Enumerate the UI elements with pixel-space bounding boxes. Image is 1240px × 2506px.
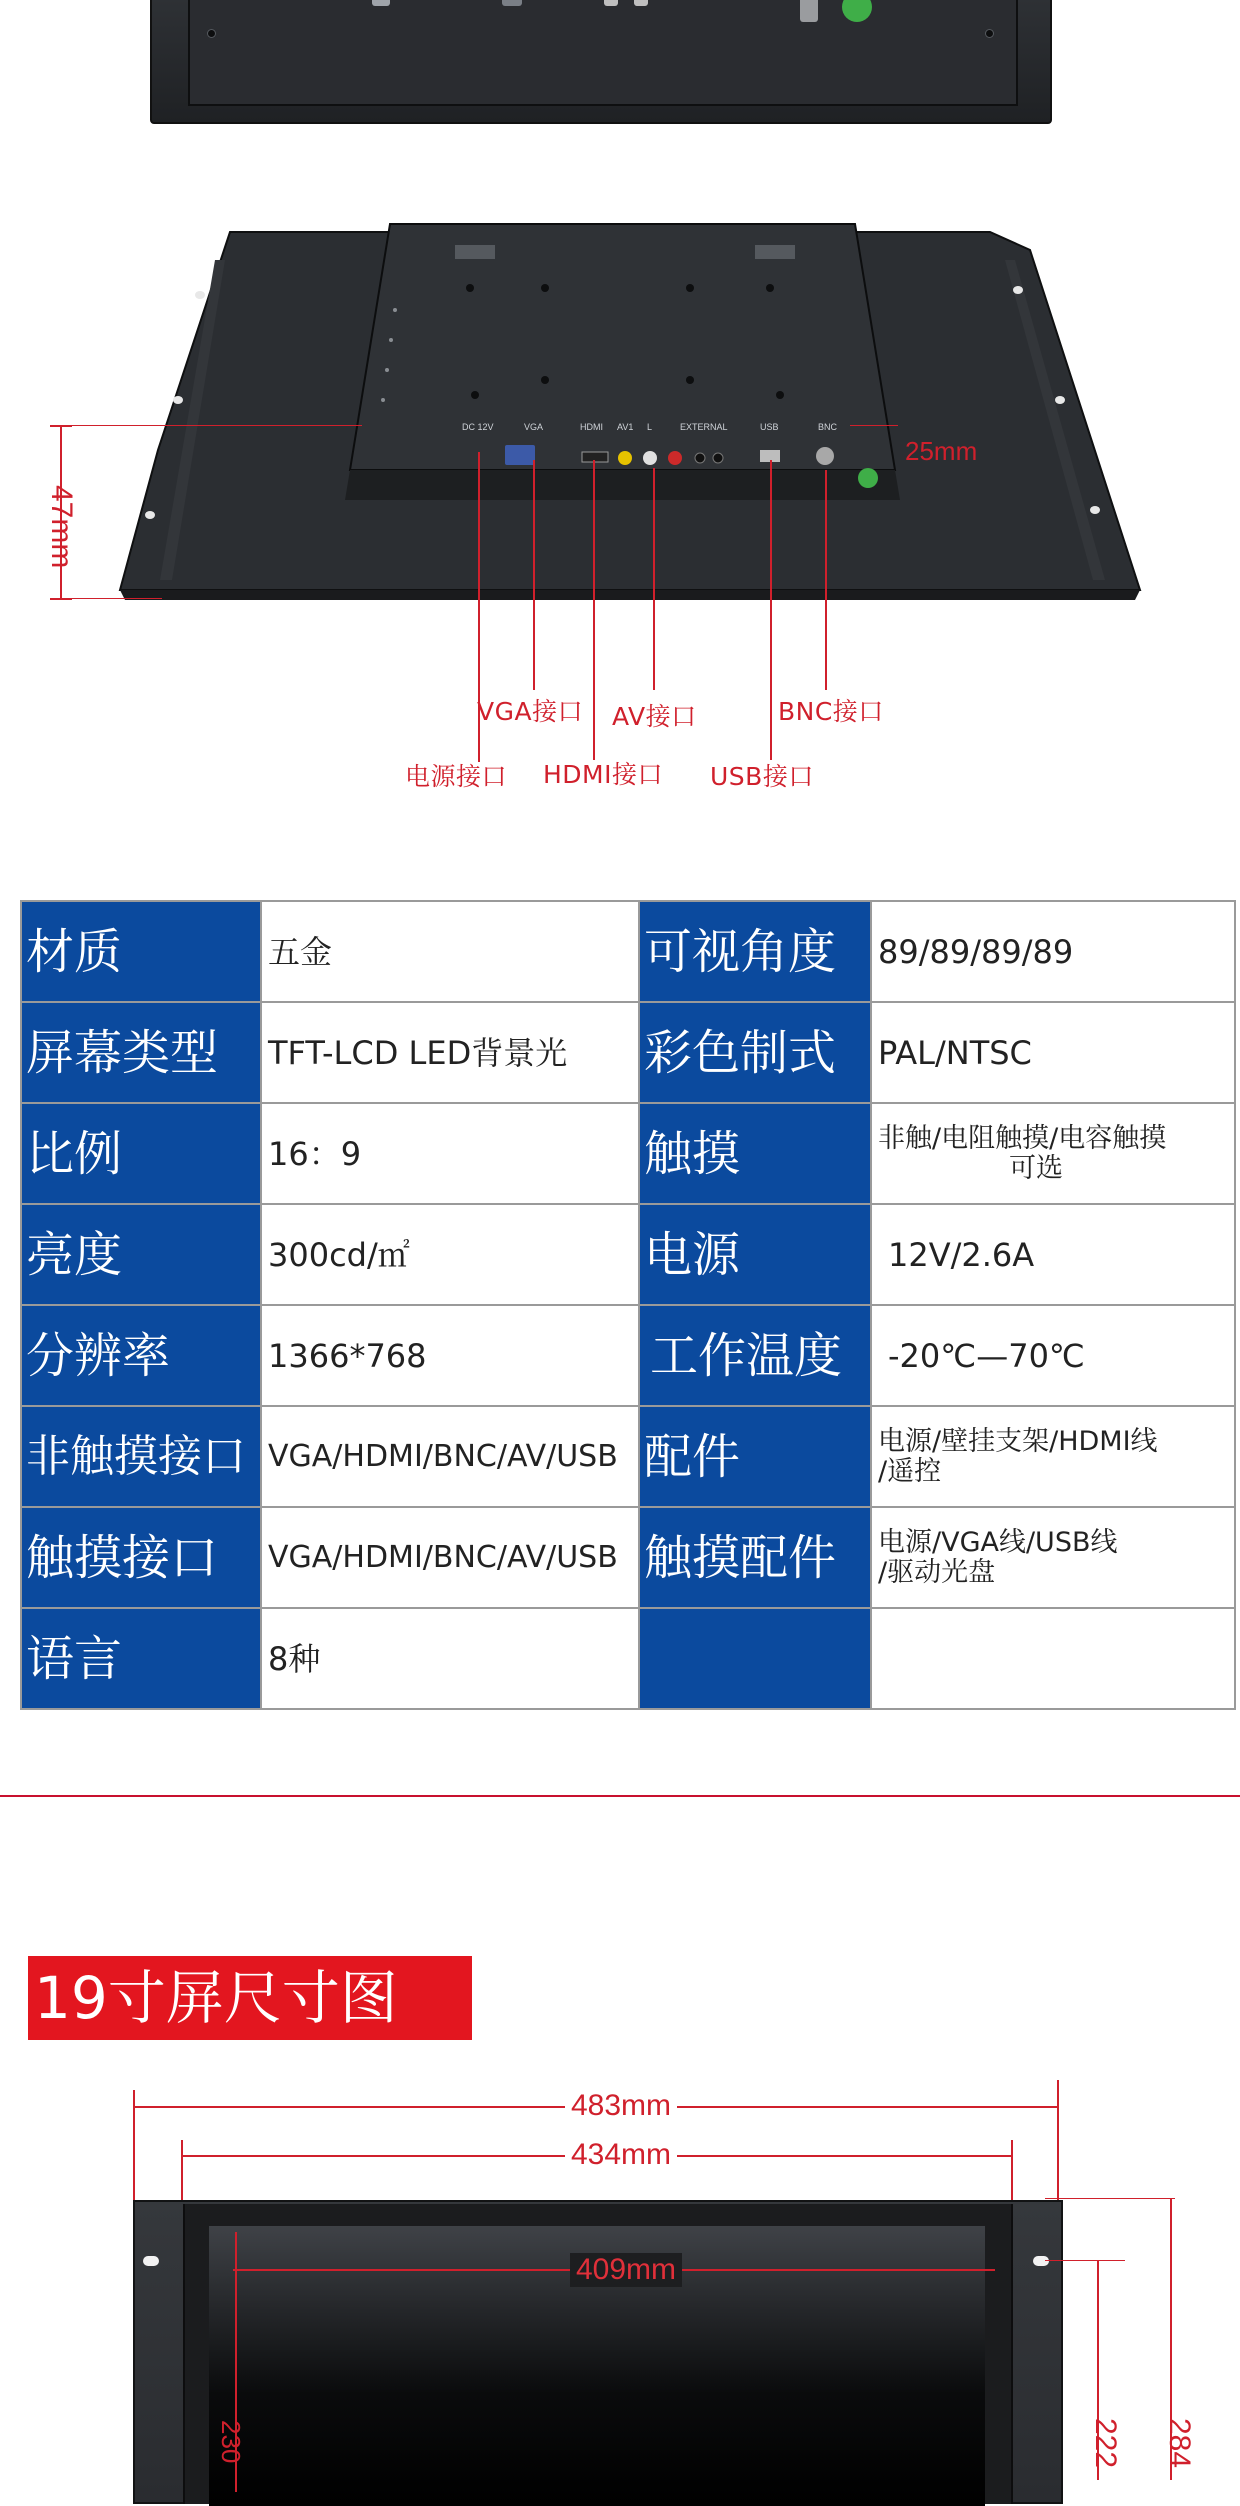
inner-frame	[188, 0, 1018, 106]
port-label: DC 12V	[462, 422, 494, 432]
port-connector	[634, 0, 648, 6]
spec-key: 分辨率	[21, 1305, 261, 1406]
callout-vga: VGA接口	[477, 697, 584, 726]
port-connector	[800, 0, 818, 22]
spec-value: 1366*768	[261, 1305, 639, 1406]
dimension-guide	[850, 425, 898, 426]
dimension-label-222: 222	[1089, 2418, 1122, 2469]
callout-line-vga	[533, 460, 535, 690]
table-row	[21, 1103, 1235, 1204]
callout-usb: USB接口	[710, 762, 814, 791]
dimension-label-483: 483mm	[565, 2089, 677, 2123]
spec-value: VGA/HDMI/BNC/AV/USB	[261, 1507, 639, 1608]
table-row	[21, 1204, 1235, 1305]
port-connector	[502, 0, 522, 6]
spec-value-line: 非触/电阻触摸/电容触摸	[878, 1122, 1167, 1154]
dimension-guide	[62, 598, 162, 599]
spec-value	[871, 1103, 1235, 1204]
dimension-tick	[133, 2090, 135, 2200]
spec-value: -20℃—70℃	[871, 1305, 1235, 1406]
dimension-tick	[1057, 2080, 1059, 2200]
spec-value-line: 电源/壁挂支架/HDMI线	[878, 1425, 1158, 1457]
dimension-guide	[62, 425, 362, 426]
dimension-guide	[1045, 2260, 1125, 2261]
section-divider	[0, 1795, 1240, 1797]
table-row	[21, 1608, 1235, 1709]
spec-value: 五金	[261, 901, 639, 1002]
spec-value: TFT-LCD LED背景光	[261, 1002, 639, 1103]
spec-value: 300cd/㎡	[261, 1204, 639, 1305]
spec-key: 配件	[639, 1406, 871, 1507]
spec-value: 89/89/89/89	[871, 901, 1235, 1002]
callout-line-hdmi	[593, 460, 595, 760]
port-label-row	[462, 422, 862, 438]
dimension-guide	[1045, 2198, 1175, 2199]
port-label: BNC	[818, 422, 838, 432]
table-row	[21, 1507, 1235, 1608]
callout-power: 电源接口	[405, 762, 508, 791]
port-label: L	[647, 422, 653, 432]
spec-key: 语言	[21, 1608, 261, 1709]
spec-key: 亮度	[21, 1204, 261, 1305]
spec-key: 屏幕类型	[21, 1002, 261, 1103]
spec-value: 8种	[261, 1608, 639, 1709]
port-label: AV1	[617, 422, 634, 432]
table-row	[21, 1002, 1235, 1103]
spec-value-line: /遥控	[878, 1455, 942, 1487]
spec-key: 触摸	[639, 1103, 871, 1204]
monitor-front-frame	[133, 2200, 1063, 2504]
dimension-label-25: 25mm	[905, 436, 978, 466]
callout-hdmi: HDMI接口	[543, 760, 663, 789]
spec-value-line: 电源/VGA线/USB线	[878, 1526, 1118, 1558]
device-front-partial	[150, 0, 1052, 124]
spec-value-line: /驱动光盘	[878, 1556, 996, 1588]
mounting-hole	[143, 2256, 159, 2266]
spec-value: 12V/2.6A	[871, 1204, 1235, 1305]
spec-key: 可视角度	[639, 901, 871, 1002]
spec-value-line: 可选	[1009, 1152, 1063, 1184]
spec-value	[871, 1406, 1235, 1507]
spec-key: 非触摸接口	[21, 1406, 261, 1507]
port-connector	[604, 0, 618, 6]
rear-view-illustration	[0, 200, 1240, 620]
port-label: VGA	[524, 422, 544, 432]
mounting-plate	[0, 200, 1240, 620]
port-label: HDMI	[580, 422, 603, 432]
dimension-label-47: 47mm	[45, 485, 78, 569]
section-title: 19寸屏尺寸图	[28, 1956, 472, 2040]
port-label: USB	[760, 422, 779, 432]
callout-line-usb	[770, 460, 772, 760]
spec-key: 电源	[639, 1204, 871, 1305]
spec-key: 比例	[21, 1103, 261, 1204]
spec-key	[639, 1608, 871, 1709]
spec-key: 触摸接口	[21, 1507, 261, 1608]
table-row	[21, 1305, 1235, 1406]
mounting-hole	[1033, 2256, 1049, 2266]
callout-av: AV接口	[612, 702, 697, 731]
spec-value: VGA/HDMI/BNC/AV/USB	[261, 1406, 639, 1507]
spec-value: 16：9	[261, 1103, 639, 1204]
spec-key: 彩色制式	[639, 1002, 871, 1103]
spec-table	[20, 900, 1236, 1710]
dimension-label-434: 434mm	[565, 2138, 677, 2172]
screw	[986, 30, 993, 37]
screw	[208, 30, 215, 37]
dimension-tick	[1011, 2140, 1013, 2200]
port-connector	[372, 0, 390, 6]
spec-value	[871, 1507, 1235, 1608]
dimension-label-284: 284	[1163, 2418, 1196, 2469]
spec-value: PAL/NTSC	[871, 1002, 1235, 1103]
dimension-label-409: 409mm	[570, 2253, 682, 2287]
callout-bnc: BNC接口	[778, 697, 884, 726]
port-label: EXTERNAL	[680, 422, 728, 432]
spec-key: 触摸配件	[639, 1507, 871, 1608]
dimension-tick	[181, 2140, 183, 2200]
table-row	[21, 1406, 1235, 1507]
spec-key: 材质	[21, 901, 261, 1002]
dimension-label-left: 230	[216, 2420, 246, 2464]
display-bezel	[183, 2204, 1013, 2504]
spec-value	[871, 1608, 1235, 1709]
callout-line-bnc	[825, 470, 827, 690]
table-row	[21, 901, 1235, 1002]
spec-key: 工作温度	[639, 1305, 871, 1406]
callout-line-av	[653, 468, 655, 690]
